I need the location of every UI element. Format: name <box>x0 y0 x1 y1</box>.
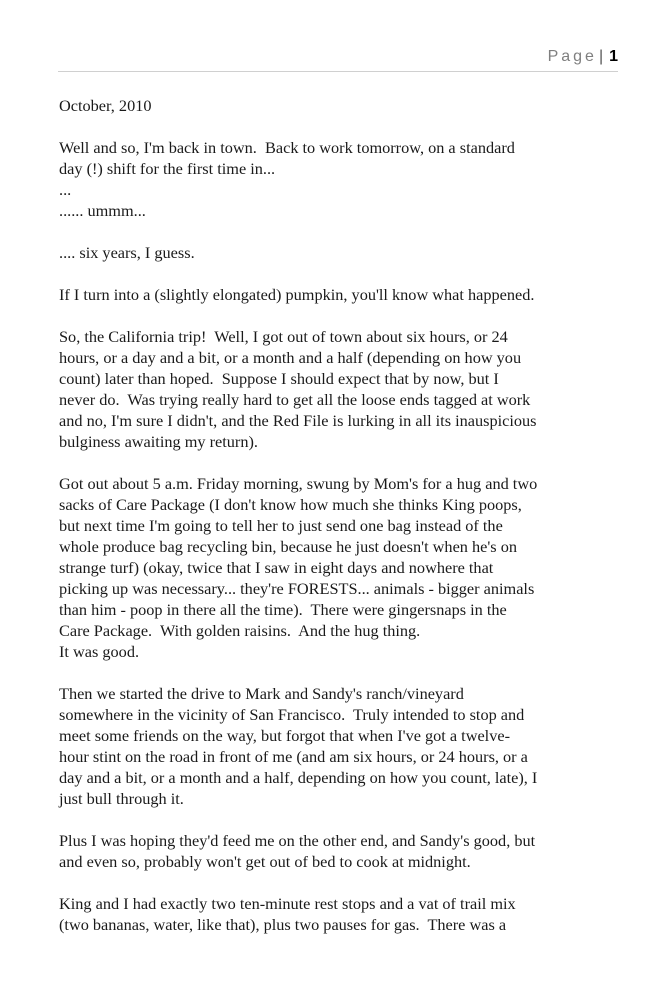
text-line: and no, I'm sure I didn't, and the Red File is lurking in all its inauspicious <box>59 411 537 430</box>
text-line: So, the California trip! Well, I got out of town about six hours, or 24 <box>59 327 508 346</box>
text-line: (two bananas, water, like that), plus two pauses for gas. There was a <box>59 915 507 934</box>
document-body <box>59 95 629 935</box>
text-line: never do. Was trying really hard to get all the loose ends tagged at work <box>59 390 531 409</box>
text-line: Got out about 5 a.m. Friday morning, swung by Mom's for a hug and two <box>59 474 538 493</box>
text-line: than him - poop in there all the time). There were gingersnaps in the <box>59 600 507 619</box>
text-line: bulginess awaiting my return). <box>59 432 258 451</box>
page-label: Page <box>547 48 597 65</box>
paragraph-gap <box>59 116 629 137</box>
page-separator: | <box>598 48 604 65</box>
paragraph <box>59 473 629 662</box>
paragraph <box>59 242 629 263</box>
text-line: and even so, probably won't get out of bed to cook at midnight. <box>59 852 471 871</box>
text-line: strange turf) (okay, twice that I saw in eight days and nowhere that <box>59 558 494 577</box>
text-line: hour stint on the road in front of me (and am six hours, or 24 hours, or a <box>59 747 528 766</box>
text-line: October, 2010 <box>59 96 152 115</box>
paragraph <box>59 284 629 305</box>
text-line: King and I had exactly two ten-minute rest stops and a vat of trail mix <box>59 894 516 913</box>
paragraph-gap <box>59 809 629 830</box>
paragraph <box>59 683 629 809</box>
paragraph-gap <box>59 662 629 683</box>
text-line: day and a bit, or a month and a half, depending on how you count, late), I <box>59 768 538 787</box>
document-date <box>59 95 629 116</box>
text-line: Then we started the drive to Mark and Sandy's ranch/vineyard <box>59 684 464 703</box>
paragraph-gap <box>59 221 629 242</box>
header-divider <box>58 71 618 72</box>
text-line: sacks of Care Package (I don't know how much she thinks King poops, <box>59 495 522 514</box>
paragraph <box>59 137 629 221</box>
page-header <box>0 48 647 70</box>
text-line: ...... ummm... <box>59 201 146 220</box>
text-line: but next time I'm going to tell her to just send one bag instead of the <box>59 516 503 535</box>
text-line: whole produce bag recycling bin, because he just doesn't when he's on <box>59 537 517 556</box>
paragraph <box>59 830 629 872</box>
page-number: 1 <box>609 48 618 65</box>
paragraph-gap <box>59 452 629 473</box>
text-line: If I turn into a (slightly elongated) pumpkin, you'll know what happened. <box>59 285 535 304</box>
text-line: Well and so, I'm back in town. Back to work tomorrow, on a standard <box>59 138 515 157</box>
text-line: just bull through it. <box>59 789 184 808</box>
text-line: .... six years, I guess. <box>59 243 195 262</box>
text-line: Plus I was hoping they'd feed me on the other end, and Sandy's good, but <box>59 831 536 850</box>
text-line: Care Package. With golden raisins. And the hug thing. <box>59 621 421 640</box>
paragraph-gap <box>59 872 629 893</box>
text-line: day (!) shift for the first time in... <box>59 159 276 178</box>
text-line: count) later than hoped. Suppose I should expect that by now, but I <box>59 369 499 388</box>
paragraph <box>59 326 629 452</box>
paragraph-gap <box>59 263 629 284</box>
paragraph-gap <box>59 305 629 326</box>
paragraph <box>59 893 629 935</box>
text-line: meet some friends on the way, but forgot that when I've got a twelve- <box>59 726 510 745</box>
text-line: It was good. <box>59 642 140 661</box>
text-line: picking up was necessary... they're FORESTS... animals - bigger animals <box>59 579 535 598</box>
text-line: ... <box>59 180 72 199</box>
page-number-label <box>548 48 618 66</box>
text-line: somewhere in the vicinity of San Francisco. Truly intended to stop and <box>59 705 525 724</box>
text-line: hours, or a day and a bit, or a month and a half (depending on how you <box>59 348 522 367</box>
